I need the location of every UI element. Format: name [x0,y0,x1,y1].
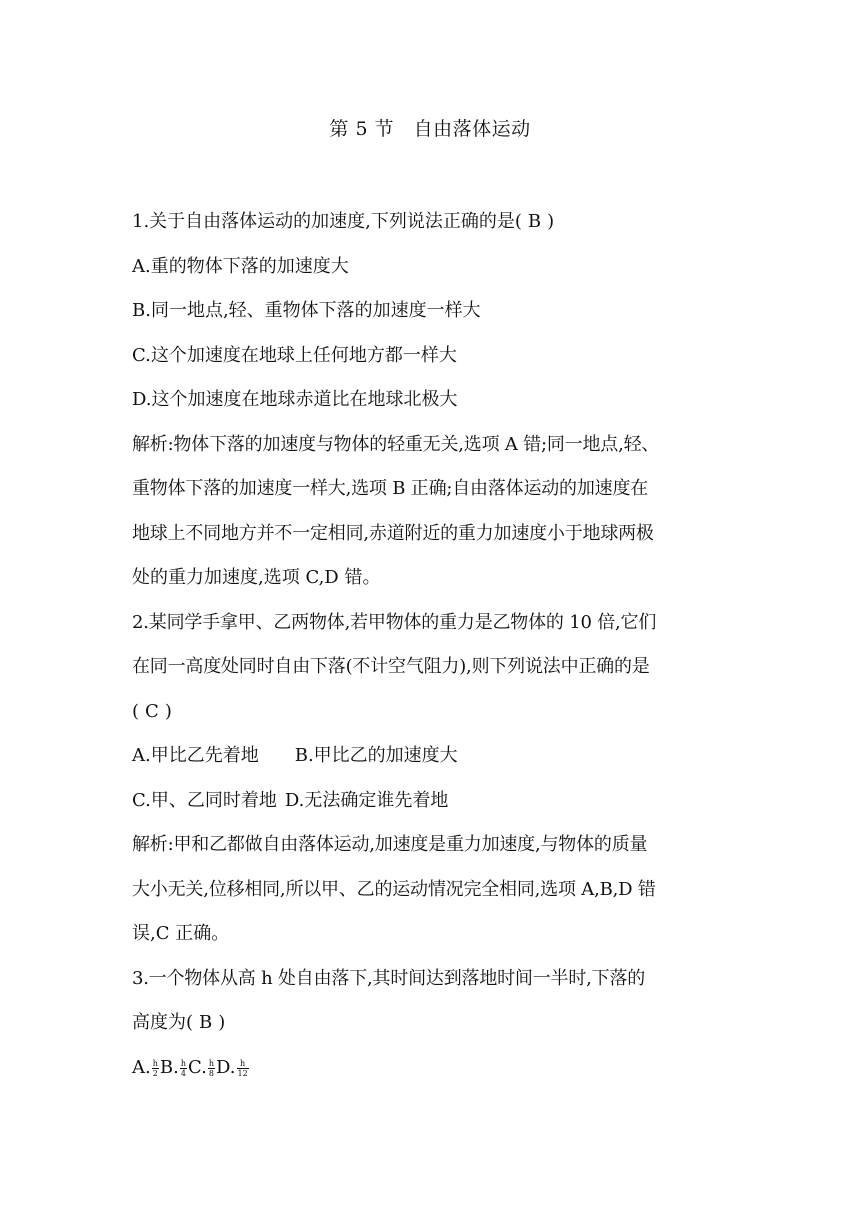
question-1-option-c: C.这个加速度在地球上任何地方都一样大 [132,344,457,366]
question-3-option-d [216,1057,250,1078]
fraction-denominator: 2 [152,1068,158,1078]
fraction-denominator: 4 [180,1068,186,1078]
question-1-analysis-line: 解析:物体下落的加速度与物体的轻重无关,选项 A 错;同一地点,轻、 [132,433,660,455]
question-2-option-d: D.无法确定谁先着地 [284,789,449,811]
fraction-denominator: 12 [237,1068,248,1078]
question-3-options [132,1046,732,1091]
fraction [152,1059,159,1078]
question-2-option-a: A.甲比乙先着地 [132,745,259,766]
bracket-close: ) [218,1012,226,1033]
question-2-analysis-line: 解析:甲和乙都做自由落体运动,加速度是重力加速度,与物体的质量 [132,834,648,855]
document-body [132,200,732,1090]
bracket-open: ( [132,700,140,722]
question-3-stem-line [132,1001,732,1046]
question-2-analysis-line: 大小无关,位移相同,所以甲、乙的运动情况完全相同,选项 A,B,D 错 [132,878,656,900]
question-1-stem [132,200,732,245]
option-label: B. [159,1056,179,1078]
question-1-option-b: B.同一地点,轻、重物体下落的加速度一样大 [132,300,481,321]
fraction-numerator: h [237,1059,249,1069]
fraction [237,1059,249,1078]
question-2-answer-line [132,690,732,735]
question-2-option-c: C.甲、乙同时着地 [132,789,277,811]
question-2-options-row-1 [132,734,732,779]
question-3-stem-line: 3.一个物体从高 h 处自由落下,其时间达到落地时间一半时,下落的 [132,967,646,989]
question-2-options-row-2 [132,779,732,824]
question-2-answer: C [145,700,159,722]
question-2-option-b: B.甲比乙的加速度大 [294,745,458,766]
fraction-numerator: h [152,1058,158,1068]
question-1-analysis-line: 处的重力加速度,选项 C,D 错。 [132,567,381,588]
bracket-close: ) [164,700,172,722]
option-label: D. [216,1056,236,1078]
option-label: C. [188,1056,207,1078]
fraction-denominator: 8 [208,1068,214,1078]
fraction [180,1059,187,1078]
question-1-option-a: A.重的物体下落的加速度大 [132,255,349,277]
question-2-stem-line: 在同一高度处同时自由下落(不计空气阻力),则下列说法中正确的是 [132,656,650,677]
fraction-numerator: h [208,1058,215,1068]
question-3-option-a [132,1057,160,1078]
question-3-option-b [160,1057,188,1078]
question-stem-text: 1.关于自由落体运动的加速度,下列说法正确的是( [132,211,522,232]
question-2-stem-line: 2.某同学手拿甲、乙两物体,若甲物体的重力是乙物体的 10 倍,它们 [132,611,657,633]
question-stem-text: 高度为( [132,1012,194,1033]
question-1-analysis-line: 地球上不同地方并不一定相同,赤道附近的重力加速度小于地球两极 [132,522,654,544]
fraction [208,1059,215,1078]
option-label: A. [132,1056,151,1078]
fraction-numerator: h [180,1058,186,1068]
question-1-answer: B [527,211,542,232]
bracket-close: ) [547,211,555,232]
question-1-analysis-line: 重物体下落的加速度一样大,选项 B 正确;自由落体运动的加速度在 [132,478,649,499]
question-1-option-d: D.这个加速度在地球赤道比在地球北极大 [132,389,458,410]
page-title: 第 5 节 自由落体运动 [329,118,531,140]
question-2-analysis-line: 误,C 正确。 [132,923,230,944]
question-3-option-c [188,1057,216,1078]
question-3-answer: B [199,1012,213,1033]
